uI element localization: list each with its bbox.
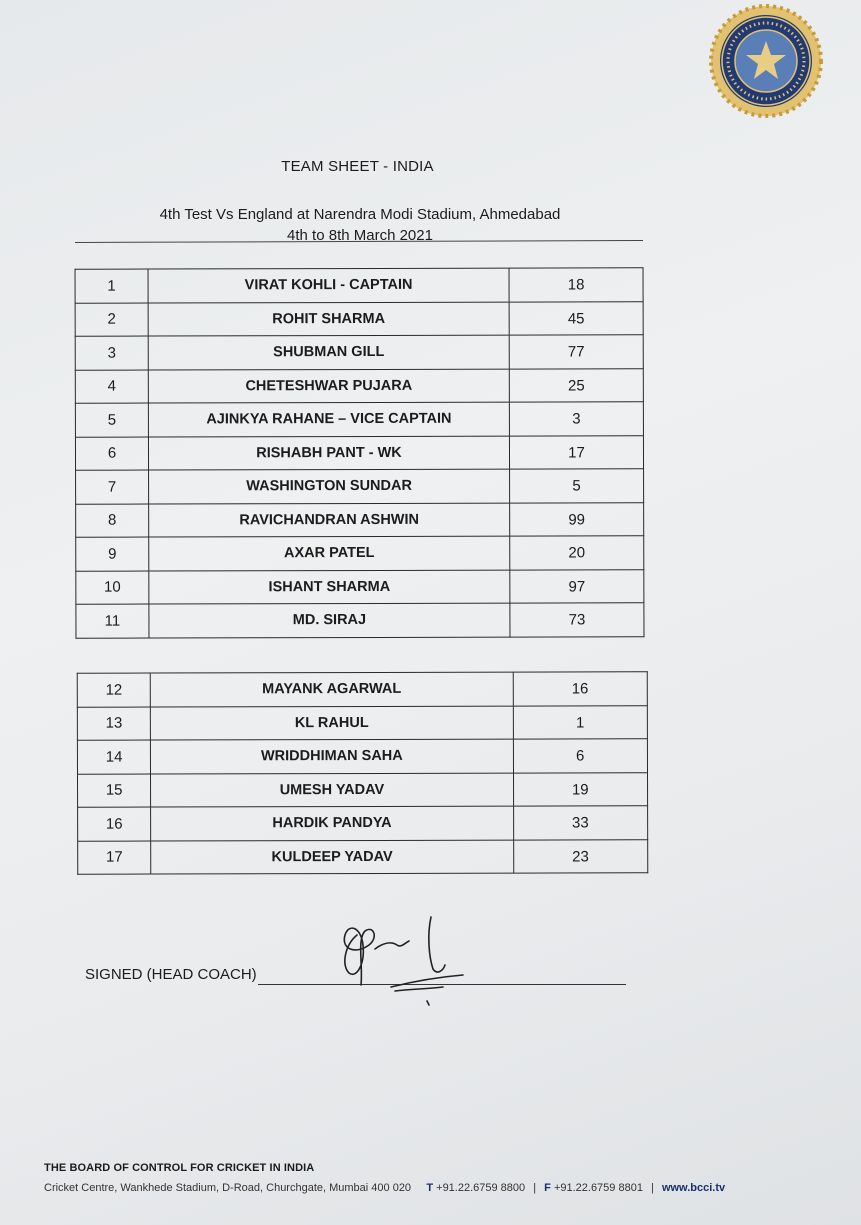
player-name-cell: [151, 806, 513, 840]
player-name: SHUBMAN GILL: [273, 344, 385, 361]
role-separator: -: [364, 444, 378, 461]
player-name-cell: [148, 335, 509, 369]
jersey-number: 18: [509, 268, 643, 302]
player-name: AJINKYA RAHANE: [206, 411, 335, 428]
player-name: VIRAT KOHLI: [244, 277, 337, 294]
jersey-number: 3: [509, 402, 643, 436]
footer-address: Cricket Centre, Wankhede Stadium, D-Road, Churchgate, Mumbai 400 020: [44, 1182, 412, 1194]
player-number: 12: [77, 673, 150, 707]
player-number: 1: [75, 269, 148, 303]
player-number: 5: [75, 403, 148, 437]
player-name-cell: [151, 739, 513, 773]
match-dates: 4th to 8th March 2021: [287, 227, 433, 244]
player-name-cell: [148, 402, 509, 436]
role-separator: –: [334, 411, 351, 428]
player-name-cell: [149, 503, 510, 537]
player-row: [75, 402, 643, 437]
jersey-number: 25: [509, 368, 643, 402]
jersey-number: 23: [513, 839, 648, 873]
footer-divider: |: [651, 1182, 654, 1194]
jersey-number: 6: [513, 739, 648, 773]
player-row: [75, 301, 643, 336]
player-name: WRIDDHIMAN SAHA: [260, 748, 403, 765]
player-name: KULDEEP YADAV: [271, 848, 393, 865]
playing-xi-table: [75, 267, 645, 638]
player-row: [78, 806, 648, 841]
player-number: 11: [76, 604, 149, 638]
reserves-table: [77, 671, 649, 874]
player-role: CAPTAIN: [349, 277, 413, 294]
sheet-title: TEAM SHEET - INDIA: [281, 158, 434, 175]
jersey-number: 20: [510, 536, 644, 570]
player-number: 14: [77, 740, 150, 774]
tel-number: +91.22.6759 8800: [436, 1182, 526, 1194]
player-row: [75, 335, 643, 370]
player-row: [78, 772, 648, 807]
player-number: 3: [75, 336, 148, 370]
player-name-cell: [148, 268, 509, 302]
player-number: 16: [78, 807, 151, 841]
player-name: CHETESHWAR PUJARA: [245, 377, 413, 395]
jersey-number: 16: [513, 672, 648, 706]
website-link[interactable]: www.bcci.tv: [661, 1182, 726, 1194]
player-name-cell: [149, 536, 510, 570]
player-row: [77, 672, 647, 707]
player-name: RAVICHANDRAN ASHWIN: [239, 511, 420, 529]
player-row: [78, 839, 648, 874]
jersey-number: 33: [513, 806, 648, 840]
player-number: 13: [77, 707, 150, 741]
player-name: UMESH YADAV: [279, 781, 385, 798]
bcci-logo: [708, 4, 824, 118]
fax-label: F: [544, 1182, 551, 1194]
player-name: ROHIT SHARMA: [272, 310, 386, 327]
player-role: WK: [377, 444, 402, 461]
player-name: AXAR PATEL: [283, 545, 375, 562]
fax-number: +91.22.6759 8801: [553, 1182, 643, 1194]
player-name-cell: [150, 672, 512, 706]
match-line: 4th Test Vs England at Narendra Modi Stadium, Ahmedabad: [159, 206, 561, 223]
jersey-number: 19: [513, 772, 648, 806]
role-separator: -: [336, 277, 350, 294]
player-row: [77, 705, 647, 740]
player-name: HARDIK PANDYA: [272, 815, 392, 832]
player-number: 10: [76, 571, 149, 605]
tel-label: T: [426, 1182, 434, 1194]
player-role: VICE CAPTAIN: [350, 411, 452, 428]
player-row: [75, 368, 643, 403]
jersey-number: 1: [513, 705, 648, 739]
player-name: RISHABH PANT: [256, 444, 365, 462]
jersey-number: 73: [510, 603, 644, 637]
footer-contact: [44, 1182, 725, 1194]
head-coach-signature: [335, 905, 475, 1015]
player-row: [76, 569, 644, 604]
player-name: KL RAHUL: [294, 714, 369, 731]
player-name-cell: [151, 773, 513, 807]
footer-org: THE BOARD OF CONTROL FOR CRICKET IN INDIA: [44, 1162, 315, 1174]
player-number: 15: [78, 774, 151, 808]
player-name-cell: [151, 706, 513, 740]
jersey-number: 99: [510, 502, 644, 536]
player-row: [75, 435, 643, 470]
player-number: 7: [76, 470, 149, 504]
player-name-cell: [148, 436, 509, 470]
player-name-cell: [149, 469, 510, 503]
player-name: ISHANT SHARMA: [268, 578, 391, 595]
footer-divider: |: [533, 1182, 537, 1194]
player-row: [75, 268, 643, 303]
player-name-cell: [148, 369, 509, 403]
player-name-cell: [149, 570, 510, 604]
player-name-cell: [148, 302, 509, 336]
player-number: 17: [78, 841, 151, 875]
player-row: [76, 603, 644, 638]
jersey-number: 77: [509, 335, 643, 369]
player-name: WASHINGTON SUNDAR: [246, 478, 412, 495]
player-name-cell: [149, 603, 510, 637]
player-row: [77, 739, 647, 774]
player-number: 2: [75, 303, 148, 337]
player-row: [76, 536, 644, 571]
player-row: [76, 502, 644, 537]
jersey-number: 17: [509, 435, 643, 469]
signed-label: SIGNED (HEAD COACH): [85, 966, 257, 983]
jersey-number: 97: [510, 569, 644, 603]
player-number: 9: [76, 537, 149, 571]
player-name-cell: [151, 840, 513, 874]
player-row: [76, 469, 644, 504]
player-name: MD. SIRAJ: [292, 612, 367, 629]
player-number: 8: [76, 504, 149, 538]
player-name: MAYANK AGARWAL: [262, 681, 402, 698]
player-number: 4: [75, 370, 148, 404]
player-number: 6: [75, 437, 148, 471]
jersey-number: 5: [510, 469, 644, 503]
jersey-number: 45: [509, 301, 643, 335]
